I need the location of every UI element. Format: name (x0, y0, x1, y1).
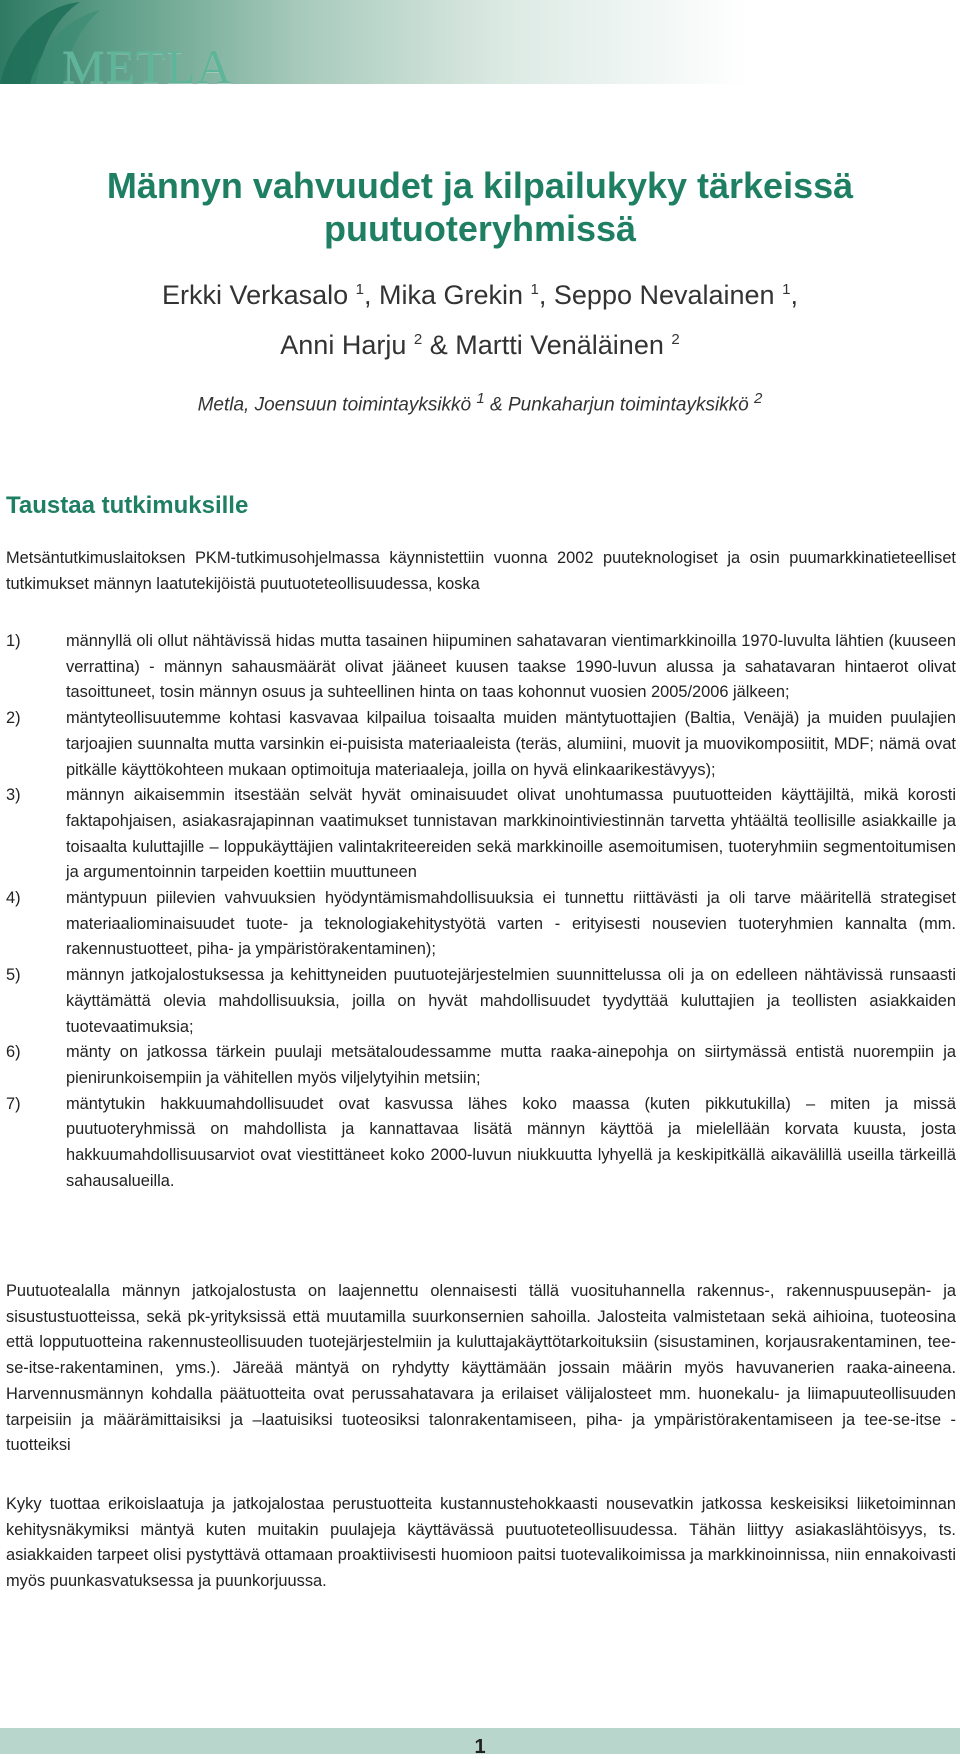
affiliation-part-1: Metla, Joensuun toimintayksikkö (197, 394, 472, 416)
list-item (6, 783, 956, 886)
list-item (6, 963, 956, 1040)
author-affiliation-mark: 1 (782, 281, 791, 298)
body-paragraph-3: Kyky tuottaa erikoislaatuja ja jatkojalostaa perustuotteita kustannustehokkaasti nousevatkin jatkossa keskeisiksi liiketoiminnan kehitysnäkymiksi mäntyä kuten muitakin puulajeja käyttävässä puutuoteteollisuudessa. Tähän liittyy asiakaslähtöisyys, ts. asiakkaiden tarpeet olisi pystyttävä ottamaan proaktiivisesti huomioon paitsi tuotevalikoimissa ja markkinoinnissa, niin ennakoivasti myös puunkasvatuksessa ja puunkorjuussa. (6, 1495, 956, 1591)
list-item (6, 1092, 956, 1195)
author-affiliation-mark: 2 (413, 331, 423, 348)
list-text: männyn jatkojalostuksessa ja kehittyneiden puutuotejärjestelmien suunnittelussa oli ja on edelleen nähtävissä runsaasti käyttämättä olevia mahdollisuuksia, joilla on hyvät mahdollisuudet tyydyttää kuluttajien ja teollisten asiakkaiden tuotevaatimuksia; (66, 966, 956, 1036)
list-text: mäntypuun piilevien vahvuuksien hyödyntämismahdollisuuksia ei tunnettu riittävästi ja oli tarve määritellä strategiset materiaaliominaisuudet tuote- ja teknologiakehitystyötä varten - erityisesti nousevien tuoteryhmien kannalta (mm. rakennustuotteet, piha- ja ympäristörakentaminen); (66, 889, 956, 959)
author-affiliation-mark: 1 (530, 281, 539, 298)
list-number: 1) (6, 632, 21, 650)
section-heading: Taustaa tutkimuksille (6, 492, 249, 519)
page-title: Männyn vahvuudet ja kilpailukyky tärkeissä puutuoteryhmissä (106, 165, 854, 249)
list-item (6, 1040, 956, 1091)
list-number: 7) (6, 1094, 21, 1113)
author-separator: , (790, 280, 798, 310)
affiliation-mark: 2 (754, 390, 763, 407)
author-separator: , (363, 280, 379, 310)
intro-paragraph: Metsäntutkimuslaitoksen PKM-tutkimusohjelmassa käynnistettiin vuonna 2002 puuteknologiset ja osin puumarkkinatieteelliset tutkimukset männyn laatutekijöistä puutuoteteollisuudessa, koska (6, 549, 956, 593)
list-text: mänty on jatkossa tärkein puulaji metsätaloudessamme mutta raaka-ainepohja on siirtymässä entistä nuorempiin ja pienirunkoisempiin ja vähitellen myös viljelytyihin metsiin; (66, 1043, 956, 1087)
list-text: männyllä oli ollut nähtävissä hidas mutta tasainen hiipuminen sahatavaran vientimarkkinoilla 1970-luvulta lähtien (kuuseen verrattina) - männyn sahausmäärät olivat jääneet kuusen taakse 1990-luvun alussa ja sahatavaran hintaerot olivat tasoittuneet, tosin männyn osuus ja suhteellinen hinta on taas kohonnut vuosien 2005/2006 jälkeen; (66, 632, 956, 702)
list-number: 5) (6, 966, 21, 985)
header-banner (0, 0, 960, 84)
list-item (6, 886, 956, 963)
author-name: Anni Harju (280, 330, 407, 360)
list-number: 6) (6, 1043, 21, 1062)
list-number: 4) (6, 889, 21, 908)
authors-line-2 (20, 330, 940, 361)
list-item (6, 706, 956, 783)
authors-line-1 (20, 280, 940, 311)
author-name: Mika Grekin (379, 280, 524, 310)
body-paragraph-2: Puutuotealalla männyn jatkojalostusta on laajennettu olennaisesti tällä vuosituhannella rakennus-, rakennuspuusepän- ja sisustustuotteissa, sekä pk-yrityksissä että muutamilla suurkonsernien sahoilla. Jalosteita valmistetaan sekä aihioina, tuoteosina että lopputuotteina rakennusteollisuuden tuotejärjestelmiin ja kuluttajakäyttötarkoituksiin (sisustaminen, korjausrakentaminen, tee-se-itse-rakentaminen, yms.). Järeää mäntyä on ryhdytty käyttämään jossain määrin myös havuvanerien raaka-aineena. Harvennusmännyn kohdalla päätuotteita ovat perussahatavara ja erilaiset välijalosteet mm. huonekalu- ja liimapuuteollisuuden tarpeisiin ja määrämittaisiksi ja –laatuisiksi tuoteosiksi talonrakentamiseen, piha- ja ympäristörakentamiseen ja tee-se-itse -tuotteiksi (6, 1282, 956, 1455)
author-separator: , (538, 280, 554, 310)
author-name: Erkki Verkasalo (162, 280, 349, 310)
metla-logo: METLA (62, 41, 233, 84)
author-affiliation-mark: 2 (671, 331, 680, 348)
list-number: 3) (6, 786, 21, 805)
list-item (6, 629, 956, 706)
affiliation (20, 390, 940, 416)
author-affiliation-mark: 1 (355, 281, 364, 298)
list-number: 2) (6, 709, 21, 728)
author-name: Martti Venäläinen (455, 330, 664, 360)
list-text: mäntytukin hakkuumahdollisuudet ovat kasvussa lähes koko maassa (kuten pikkutukilla) – miten ja missä puutuoteryhmissä on mahdollista ja kannattavaa lisätä männyn käyttöä ja mielellään korvata kuusta, josta hakkuumahdollisuusarviot ovat viestittäneet koko 2000-luvun niukkuutta lyhyellä ja keskipitkällä aikavälillä useilla tärkeillä sahausalueilla. (66, 1094, 956, 1190)
page-number: 1 (474, 1736, 486, 1758)
list-text: mäntyteollisuutemme kohtasi kasvavaa kilpailua toisaalta muiden mäntytuottajien (Baltia, Venäjä) ja muiden puulajien tarjoajien suunnalta mutta varsinkin ei-puisista materiaaleista (teräs, alumiini, muovit ja muovikomposiitit, MDF; nämä ovat pitkälle käyttökohteen mukaan optimoituja materiaaleja, joilla on hyvä elinkaarikestävyys); (66, 709, 956, 779)
affiliation-mark: 1 (476, 390, 485, 407)
list-text: männyn aikaisemmin itsestään selvät hyvät ominaisuudet olivat unohtumassa puutuotteiden käyttäjiltä, mikä korosti faktapohjaisen, asiakasrajapinnan vaatimukset tunnistavan markkinointiviestinnän tarvetta yhtäältä teollisille asiakkaille ja toisaalta kuluttajille – loppukäyttäjien valintakriteereiden sekä markkinoille asemoitumisen, tuoteryhmiin segmentoitumisen ja argumentoinnin tarpeiden koettiin muuttuneen (66, 786, 956, 882)
affiliation-part-2: & Punkaharjun toimintayksikkö (490, 394, 749, 416)
author-name: Seppo Nevalainen (553, 280, 775, 310)
reasons-list (6, 629, 956, 1194)
author-separator: & (422, 330, 456, 360)
